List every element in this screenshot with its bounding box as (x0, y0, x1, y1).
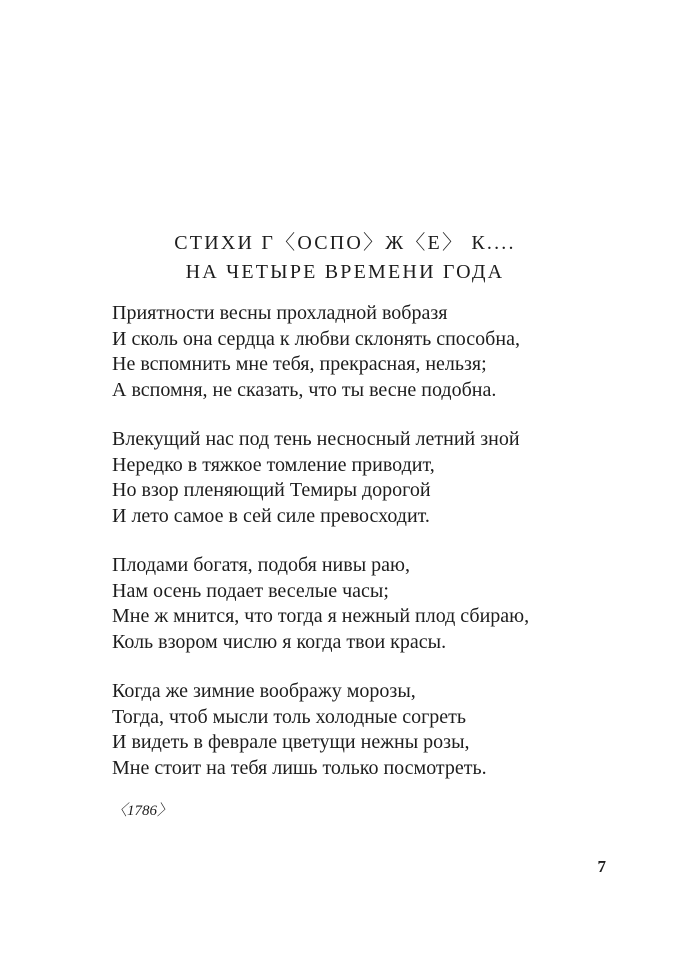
verse-line: Влекущий нас под тень несносный летний зной (112, 428, 520, 450)
verse-line: Нам осень подает веселые часы; (112, 579, 389, 602)
verse-line: Мне ж мнится, что тогда я нежный плод сбираю, (112, 605, 530, 627)
verse-line: Коль взором числю я когда твои красы. (112, 630, 447, 653)
poem-title-line-2: НА ЧЕТЫРЕ ВРЕМЕНИ ГОДА (185, 261, 505, 283)
poem-date: 〈1786〉 (112, 803, 173, 819)
stanza-2 (112, 427, 612, 529)
verse-line: И сколь она сердца к любви склонять способна, (112, 327, 520, 350)
poem-title-line-1: СТИХИ Г〈ОСПО〉Ж〈Е〉 К.... (174, 232, 516, 254)
verse-line: Приятности весны прохладной вобразя (112, 302, 448, 324)
verse-line: И лето самое в сей силе превосходит. (112, 504, 430, 527)
verse-line: И видеть в феврале цветущи нежны розы, (112, 731, 470, 753)
verse-line: Когда же зимние воображу морозы, (112, 680, 416, 702)
stanza-3 (112, 553, 612, 655)
stanza-4 (112, 679, 612, 781)
stanza-1 (112, 301, 612, 403)
verse-line: Но взор пленяющий Темиры дорогой (112, 479, 431, 501)
verse-line: А вспомня, не сказать, что ты весне подобна. (112, 378, 497, 401)
page-number: 7 (597, 857, 606, 876)
poem-body (112, 301, 612, 821)
verse-line: Плодами богатя, подобя нивы раю, (112, 554, 410, 576)
poem-title (0, 229, 680, 287)
verse-line: Нередко в тяжкое томление приводит, (112, 453, 435, 476)
verse-line: Тогда, чтоб мысли толь холодные согреть (112, 705, 467, 728)
verse-line: Мне стоит на тебя лишь только посмотреть. (112, 756, 487, 779)
verse-line: Не вспомнить мне тебя, прекрасная, нельзя; (112, 353, 487, 375)
